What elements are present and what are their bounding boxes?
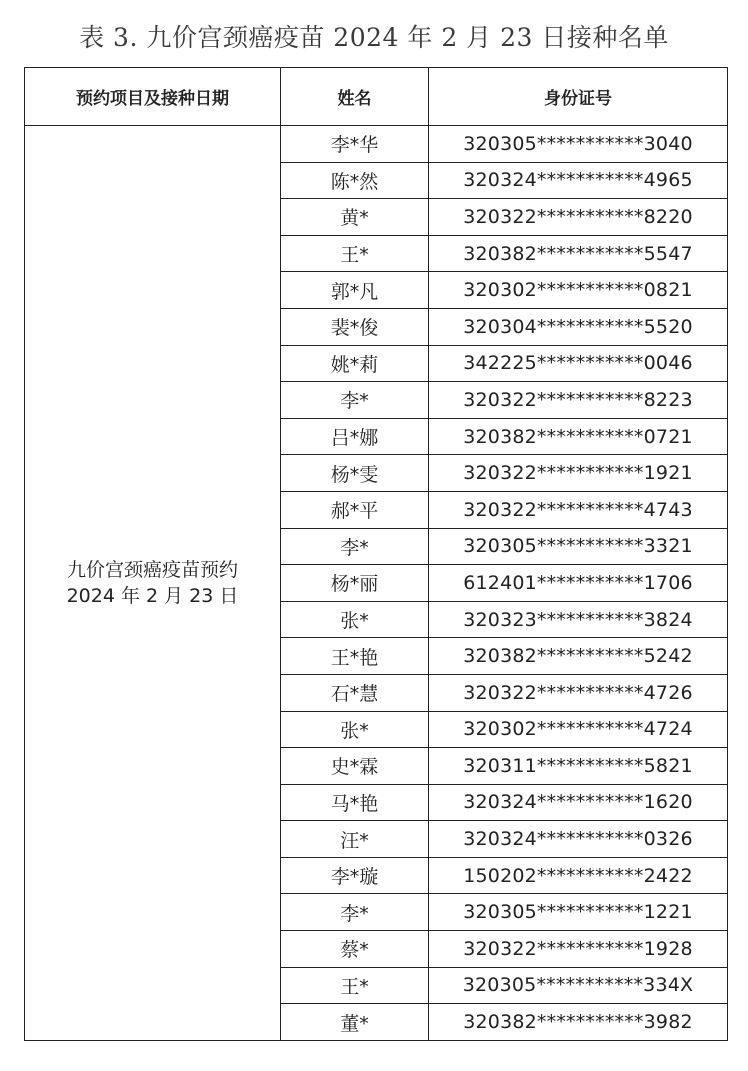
id-number: 320305***********3040 [429, 126, 728, 163]
id-number: 150202***********2422 [429, 857, 728, 894]
project-name: 九价宫颈癌疫苗预约 [66, 558, 238, 581]
person-name: 李*华 [281, 126, 429, 163]
vaccination-date: 2024 年 2 月 23 日 [66, 584, 239, 607]
vaccination-roster-table [24, 67, 728, 1041]
person-name: 马*艳 [281, 784, 429, 821]
id-number: 320324***********0326 [429, 821, 728, 858]
person-name: 王* [281, 235, 429, 272]
id-number: 320322***********8223 [429, 382, 728, 419]
person-name: 汪* [281, 821, 429, 858]
person-name: 董* [281, 1004, 429, 1041]
person-name: 杨*丽 [281, 565, 429, 602]
person-name: 李* [281, 894, 429, 931]
person-name: 史*霖 [281, 748, 429, 785]
id-number: 320324***********1620 [429, 784, 728, 821]
project-date-cell [25, 126, 281, 1041]
person-name: 张* [281, 601, 429, 638]
person-name: 李* [281, 382, 429, 419]
person-name: 王*艳 [281, 638, 429, 675]
person-name: 张* [281, 711, 429, 748]
id-number: 320322***********1928 [429, 931, 728, 968]
id-number: 320322***********8220 [429, 199, 728, 236]
id-number: 320311***********5821 [429, 748, 728, 785]
column-header-id-number: 身份证号 [429, 68, 728, 126]
person-name: 裴*俊 [281, 308, 429, 345]
id-number: 320382***********3982 [429, 1004, 728, 1041]
person-name: 姚*莉 [281, 345, 429, 382]
id-number: 320382***********0721 [429, 418, 728, 455]
id-number: 612401***********1706 [429, 565, 728, 602]
id-number: 320304***********5520 [429, 308, 728, 345]
id-number: 320305***********334X [429, 967, 728, 1004]
id-number: 320305***********1221 [429, 894, 728, 931]
column-header-name: 姓名 [281, 68, 429, 126]
id-number: 320382***********5242 [429, 638, 728, 675]
id-number: 320382***********5547 [429, 235, 728, 272]
roster-body [25, 126, 728, 1041]
id-number: 320322***********4743 [429, 491, 728, 528]
id-number: 320322***********1921 [429, 455, 728, 492]
person-name: 杨*雯 [281, 455, 429, 492]
id-number: 320322***********4726 [429, 674, 728, 711]
person-name: 蔡* [281, 931, 429, 968]
id-number: 320323***********3824 [429, 601, 728, 638]
header-row [25, 68, 728, 126]
person-name: 郭*凡 [281, 272, 429, 309]
table-row [25, 126, 728, 163]
person-name: 李*璇 [281, 857, 429, 894]
person-name: 黄* [281, 199, 429, 236]
person-name: 郝*平 [281, 491, 429, 528]
id-number: 320302***********4724 [429, 711, 728, 748]
person-name: 吕*娜 [281, 418, 429, 455]
id-number: 320324***********4965 [429, 162, 728, 199]
person-name: 石*慧 [281, 674, 429, 711]
table-title: 表 3. 九价宫颈癌疫苗 2024 年 2 月 23 日接种名单 [79, 23, 669, 52]
id-number: 342225***********0046 [429, 345, 728, 382]
person-name: 李* [281, 528, 429, 565]
column-header-project-date: 预约项目及接种日期 [25, 68, 281, 126]
id-number: 320302***********0821 [429, 272, 728, 309]
person-name: 王* [281, 967, 429, 1004]
person-name: 陈*然 [281, 162, 429, 199]
id-number: 320305***********3321 [429, 528, 728, 565]
